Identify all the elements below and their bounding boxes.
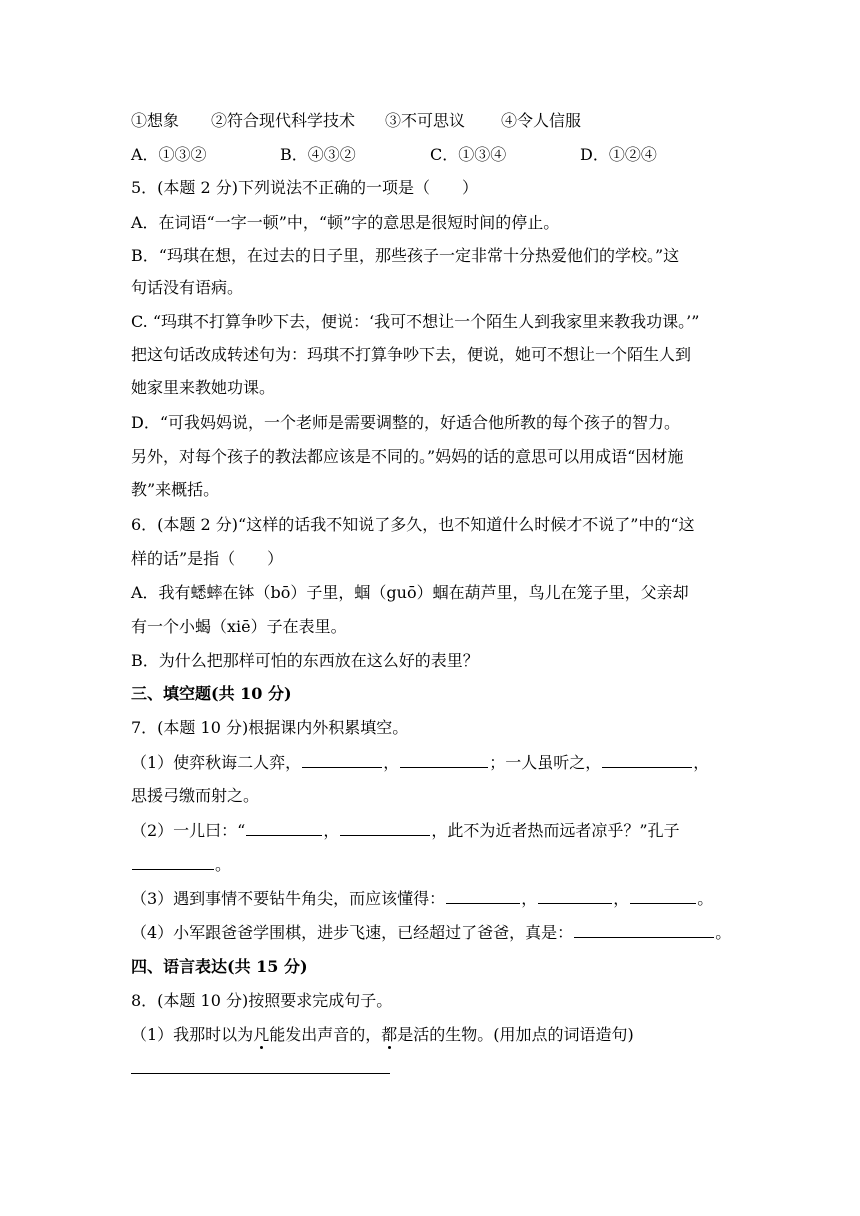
q7-blank-2[interactable] <box>400 752 488 768</box>
q7-part4-period: 。 <box>715 923 732 942</box>
q7-part3-comma-2: ， <box>613 889 630 908</box>
section-4-title: 四、语言表达(共 15 分) <box>131 957 308 976</box>
q7-part2-line1 <box>131 820 680 841</box>
q7-part1-line2: 思援弓缴而射之。 <box>131 786 260 805</box>
q5-option-d-line2: 另外，对每个孩子的教法都应该是不同的。”妈妈的话的意思可以用成语“因材施 <box>131 447 684 466</box>
q8-sentence-1 <box>131 1025 634 1045</box>
q5-option-d-line3: 教”来概括。 <box>131 480 220 499</box>
q6-option-a-line1: A．我有蟋蟀在钵（bō）子里，蝈（guō）蝈在葫芦里，鸟儿在笼子里，父亲却 <box>131 583 689 602</box>
q8-s1-text-b: 能发出声音的， <box>269 1025 382 1044</box>
q8-s1-text-a: （1）我那时以为 <box>131 1025 254 1044</box>
q8-answer-line[interactable] <box>131 1073 390 1074</box>
q5-option-b-line2: 句话没有语病。 <box>131 278 244 297</box>
q7-blank-5[interactable] <box>340 820 430 836</box>
q4-item-2: ②符合现代科学技术 <box>211 111 356 130</box>
q4-option-b: B．④③② <box>280 145 356 164</box>
q8-dotted-word-2: 都 <box>381 1025 398 1044</box>
q8-dotted-word-1: 凡 <box>253 1025 270 1044</box>
q5-option-c-line1: C. “玛琪不打算争吵下去，便说：‘我可不想让一个陌生人到我家里来教我功课。’” <box>131 312 700 331</box>
q5-option-c-line2: 把这句话改成转述句为：玛琪不打算争吵下去，便说，她可不想让一个陌生人到 <box>131 345 692 364</box>
q5-stem: 5．(本题 2 分)下列说法不正确的一项是（ ） <box>131 178 479 197</box>
q7-part3-period: 。 <box>697 889 714 908</box>
q4-option-c: C．①③④ <box>430 145 507 164</box>
q7-blank-6[interactable] <box>132 854 214 870</box>
q5-option-a: A．在词语“一字一顿”中，“顿”字的意思是很短时间的停止。 <box>131 213 560 232</box>
q7-blank-10[interactable] <box>574 922 714 938</box>
q6-stem-line2: 样的话”是指（ ） <box>131 549 284 568</box>
q6-option-b: B．为什么把那样可怕的东西放在这么好的表里？ <box>131 651 479 670</box>
q7-part1-text-a: （1）使弈秋诲二人弈， <box>131 753 302 772</box>
q4-option-d: D．①②④ <box>580 145 657 164</box>
q7-blank-9[interactable] <box>630 888 696 904</box>
q7-part2-line2 <box>131 854 231 875</box>
q5-option-b-line1: B．“玛琪在想，在过去的日子里，那些孩子一定非常十分热爱他们的学校。”这 <box>131 246 680 265</box>
q7-blank-8[interactable] <box>538 888 612 904</box>
q4-item-4: ④令人信服 <box>501 111 582 130</box>
q7-part2-text-a: （2）一儿曰：“ <box>131 821 246 840</box>
q7-part1-comma: ， <box>383 753 400 772</box>
q7-part3-text: （3）遇到事情不要钻牛角尖，而应该懂得： <box>131 889 446 908</box>
q8-s1-text-c: 是活的生物。(用加点的词语造句) <box>397 1025 634 1044</box>
q7-part3 <box>131 888 713 909</box>
q6-stem-line1: 6．(本题 2 分)“这样的话我不知说了多久，也不知道什么时候才不说了”中的“这 <box>131 515 695 534</box>
q7-blank-3[interactable] <box>602 752 692 768</box>
q5-option-d-line1: D．“可我妈妈说，一个老师是需要调整的，好适合他所教的每个孩子的智力。 <box>131 413 681 432</box>
q4-item-3: ③不可思议 <box>385 111 466 130</box>
q6-option-a-line2: 有一个小蝎（xiē）子在表里。 <box>131 617 347 636</box>
q8-stem: 8．(本题 10 分)按照要求完成句子。 <box>131 991 393 1010</box>
section-3-title: 三、填空题(共 10 分) <box>131 684 292 703</box>
q7-part2-period: 。 <box>215 855 232 874</box>
q7-part1-comma-2: ， <box>693 753 710 772</box>
q7-part2-comma: ， <box>323 821 340 840</box>
q7-part1-text-b: ；一人虽听之， <box>489 753 602 772</box>
q4-item-1: ①想象 <box>131 111 180 130</box>
q7-part3-comma: ， <box>521 889 538 908</box>
q7-blank-7[interactable] <box>446 888 520 904</box>
q7-part2-text-b: ，此不为近者热而远者凉乎？”孔子 <box>431 821 680 840</box>
q7-blank-4[interactable] <box>246 820 322 836</box>
q5-option-c-line3: 她家里来教她功课。 <box>131 378 276 397</box>
q7-part1-line1 <box>131 752 709 773</box>
q7-part4 <box>131 922 731 943</box>
q7-part4-text: （4）小军跟爸爸学围棋，进步飞速，已经超过了爸爸，真是： <box>131 923 574 942</box>
q7-stem: 7．(本题 10 分)根据课内外积累填空。 <box>131 718 409 737</box>
q4-option-a: A．①③② <box>131 145 207 164</box>
q7-blank-1[interactable] <box>302 752 382 768</box>
